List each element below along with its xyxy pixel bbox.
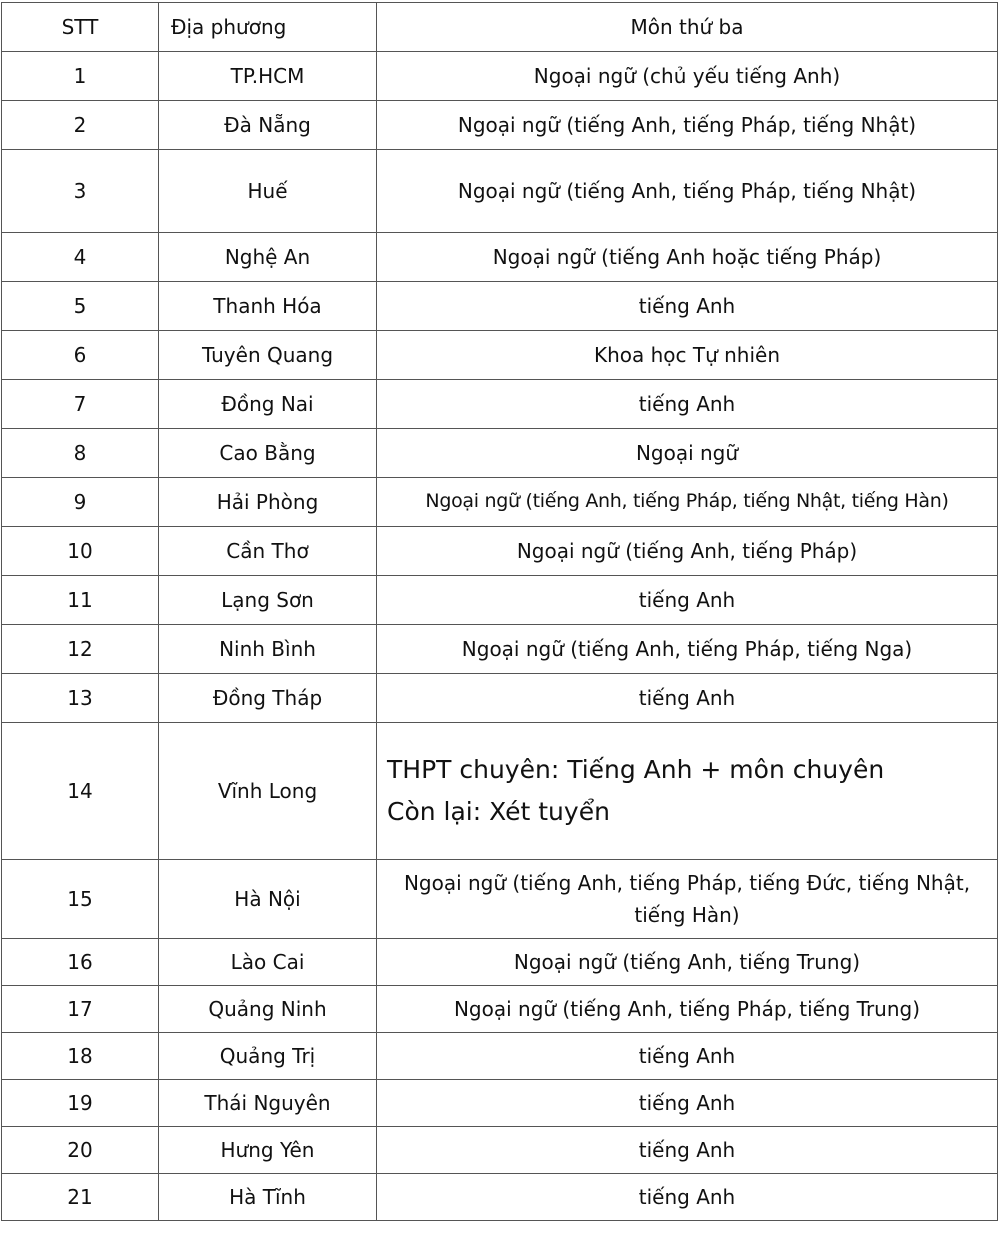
row-subject: [377, 723, 998, 860]
row-region: Nghệ An: [159, 233, 377, 282]
row-subject: Ngoại ngữ (tiếng Anh, tiếng Pháp, tiếng Trung): [377, 986, 998, 1033]
row-region: TP.HCM: [159, 52, 377, 101]
row-region: Lạng Sơn: [159, 576, 377, 625]
row-subject: Ngoại ngữ (tiếng Anh, tiếng Pháp, tiếng Nhật): [377, 150, 998, 233]
row-subject: Ngoại ngữ (tiếng Anh, tiếng Pháp, tiếng Nhật): [377, 101, 998, 150]
row-stt: 5: [2, 282, 159, 331]
row-stt: 10: [2, 527, 159, 576]
row-subject: Ngoại ngữ (chủ yếu tiếng Anh): [377, 52, 998, 101]
row-subject: tiếng Anh: [377, 1127, 998, 1174]
row-stt: 16: [2, 939, 159, 986]
table-row: [2, 478, 998, 527]
table-row: [2, 331, 998, 380]
row-subject: Ngoại ngữ (tiếng Anh hoặc tiếng Pháp): [377, 233, 998, 282]
subject-line: THPT chuyên: Tiếng Anh + môn chuyên: [387, 754, 885, 784]
table-row: [2, 101, 998, 150]
table-row: [2, 860, 998, 939]
table-row: [2, 52, 998, 101]
table-row: [2, 233, 998, 282]
row-subject: Ngoại ngữ (tiếng Anh, tiếng Pháp): [377, 527, 998, 576]
table-row: [2, 429, 998, 478]
row-region: Cần Thơ: [159, 527, 377, 576]
table-row: [2, 527, 998, 576]
row-subject: tiếng Anh: [377, 1174, 998, 1221]
row-stt: 6: [2, 331, 159, 380]
row-region: Hà Nội: [159, 860, 377, 939]
row-stt: 7: [2, 380, 159, 429]
table-row: [2, 1127, 998, 1174]
row-stt: 11: [2, 576, 159, 625]
row-region: Hưng Yên: [159, 1127, 377, 1174]
row-subject: tiếng Anh: [377, 674, 998, 723]
row-region: Vĩnh Long: [159, 723, 377, 860]
row-region: Tuyên Quang: [159, 331, 377, 380]
table-row: [2, 576, 998, 625]
table-row: [2, 674, 998, 723]
row-subject: Ngoại ngữ (tiếng Anh, tiếng Pháp, tiếng Nga): [377, 625, 998, 674]
row-region: Huế: [159, 150, 377, 233]
table-row: [2, 1033, 998, 1080]
row-stt: 14: [2, 723, 159, 860]
table-header-row: [2, 3, 998, 52]
table-row: [2, 1080, 998, 1127]
row-subject: tiếng Anh: [377, 380, 998, 429]
row-subject: Ngoại ngữ (tiếng Anh, tiếng Pháp, tiếng Nhật, tiếng Hàn): [377, 478, 998, 527]
row-stt: 2: [2, 101, 159, 150]
table-row: [2, 1174, 998, 1221]
row-region: Quảng Ninh: [159, 986, 377, 1033]
row-stt: 12: [2, 625, 159, 674]
row-stt: 9: [2, 478, 159, 527]
row-stt: 20: [2, 1127, 159, 1174]
row-stt: 13: [2, 674, 159, 723]
row-subject: tiếng Anh: [377, 1080, 998, 1127]
row-region: Quảng Trị: [159, 1033, 377, 1080]
row-region: Cao Bằng: [159, 429, 377, 478]
header-stt: STT: [2, 3, 159, 52]
row-subject: Ngoại ngữ: [377, 429, 998, 478]
table-row: [2, 625, 998, 674]
row-region: Ninh Bình: [159, 625, 377, 674]
row-stt: 3: [2, 150, 159, 233]
row-stt: 15: [2, 860, 159, 939]
row-subject: tiếng Anh: [377, 576, 998, 625]
row-subject: tiếng Anh: [377, 1033, 998, 1080]
row-stt: 4: [2, 233, 159, 282]
header-subject: Môn thứ ba: [377, 3, 998, 52]
row-region: Đồng Tháp: [159, 674, 377, 723]
row-subject: Ngoại ngữ (tiếng Anh, tiếng Trung): [377, 939, 998, 986]
row-subject: tiếng Anh: [377, 282, 998, 331]
header-region: Địa phương: [159, 3, 377, 52]
table-row: [2, 380, 998, 429]
row-stt: 21: [2, 1174, 159, 1221]
row-region: Thanh Hóa: [159, 282, 377, 331]
row-stt: 1: [2, 52, 159, 101]
table-row: [2, 939, 998, 986]
row-stt: 18: [2, 1033, 159, 1080]
row-stt: 8: [2, 429, 159, 478]
row-region: Hà Tĩnh: [159, 1174, 377, 1221]
row-stt: 19: [2, 1080, 159, 1127]
row-stt: 17: [2, 986, 159, 1033]
row-region: Thái Nguyên: [159, 1080, 377, 1127]
table-row: [2, 986, 998, 1033]
row-region: Đồng Nai: [159, 380, 377, 429]
row-subject: Khoa học Tự nhiên: [377, 331, 998, 380]
subject-line: Còn lại: Xét tuyển: [387, 797, 610, 826]
table-row: [2, 723, 998, 860]
row-region: Hải Phòng: [159, 478, 377, 527]
table-row: [2, 150, 998, 233]
row-region: Đà Nẵng: [159, 101, 377, 150]
row-region: Lào Cai: [159, 939, 377, 986]
table-row: [2, 282, 998, 331]
subject-table: [1, 2, 998, 1221]
row-subject: Ngoại ngữ (tiếng Anh, tiếng Pháp, tiếng Đức, tiếng Nhật, tiếng Hàn): [377, 860, 998, 939]
